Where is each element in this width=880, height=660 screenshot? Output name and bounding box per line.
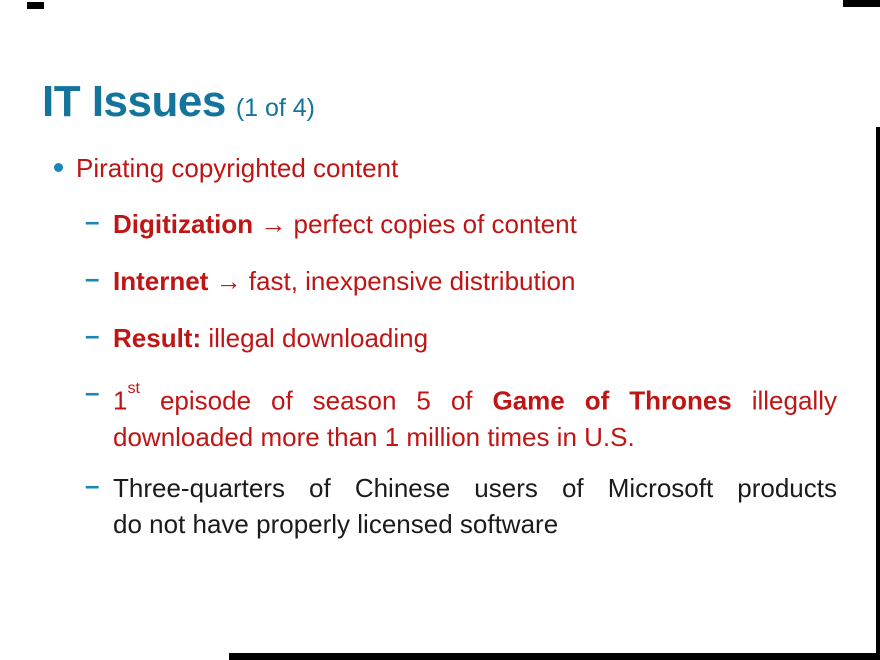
slide-title: [42, 79, 315, 125]
got-pre: 1: [113, 385, 128, 416]
dash-marker-icon: –: [85, 320, 100, 350]
subbullet-microsoft: [85, 470, 837, 542]
dash-marker-icon: –: [85, 206, 100, 236]
got-bold: Game of Thrones: [492, 385, 732, 416]
edge-artifact-bottom: [229, 653, 880, 660]
subbullet-result: [85, 320, 837, 356]
subbullet-internet-rest: → fast, inexpensive distribution: [208, 266, 576, 296]
got-post: illegally: [731, 385, 837, 416]
subbullet-got: [85, 377, 837, 455]
edge-artifact-top-right: [843, 0, 880, 7]
subbullet-digitization: [85, 206, 837, 242]
edge-artifact-right: [876, 127, 880, 660]
subbullet-digitization-bold: Digitization: [113, 209, 254, 239]
subbullet-digitization-rest: → perfect copies of content: [253, 209, 577, 239]
subbullet-got-line2: downloaded more than 1 million times in U.S.: [113, 421, 635, 452]
got-superscript: st: [127, 379, 140, 398]
bullet-dot-icon: [54, 163, 63, 172]
page-title-counter: (1 of 4): [235, 94, 316, 122]
dash-marker-icon: –: [85, 263, 100, 293]
bullet-pirating: [76, 150, 398, 186]
got-mid: episode of season 5 of: [140, 385, 493, 416]
subbullet-microsoft-line2: do not have properly licensed software: [113, 509, 559, 539]
edge-artifact-top-left: [27, 2, 44, 9]
subbullet-result-bold: Result:: [113, 323, 202, 353]
subbullet-microsoft-line1: Three-quarters of Chinese users of Microsoft products: [113, 473, 837, 503]
dash-marker-icon: –: [85, 470, 100, 500]
dash-marker-icon: –: [85, 377, 100, 407]
subbullet-internet: [85, 263, 837, 299]
subbullet-result-rest: illegal downloading: [201, 323, 429, 353]
page-title: IT Issues: [42, 77, 226, 126]
subbullet-got-line1: [113, 377, 837, 419]
subbullet-internet-bold: Internet: [113, 266, 209, 296]
bullet-pirating-text: Pirating copyrighted content: [76, 153, 399, 183]
